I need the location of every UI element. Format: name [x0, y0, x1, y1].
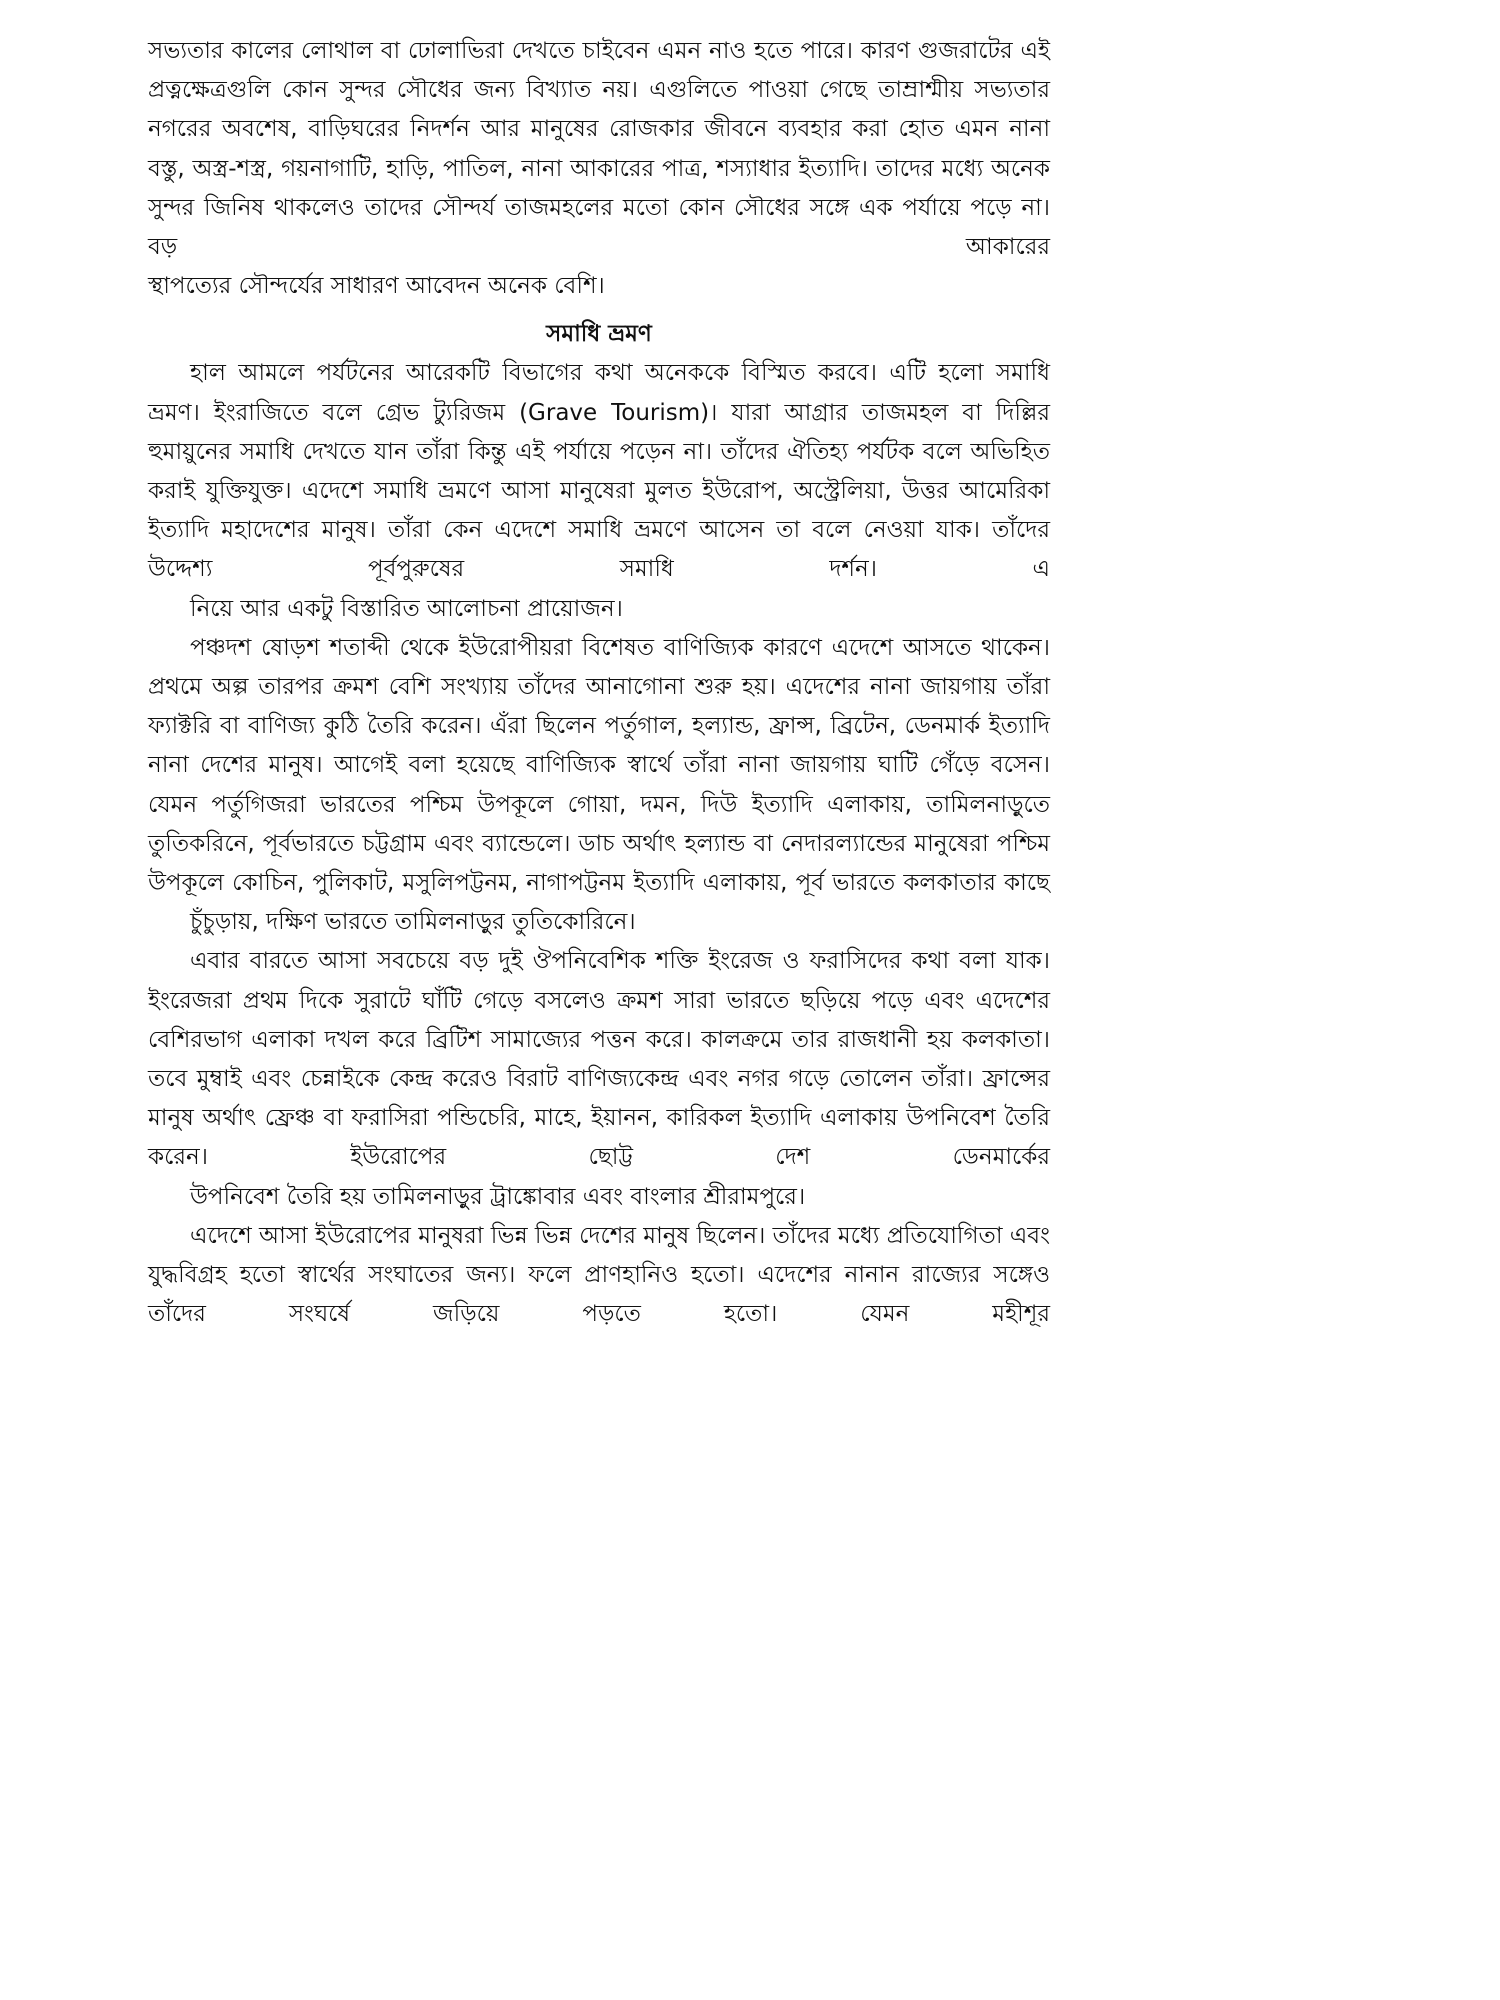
paragraph-text: এবার বারতে আসা সবচেয়ে বড় দুই ঔপনিবেশিক শক্তি ইংরেজ ও ফরাসিদের কথা বলা যাক। ইংরেজরা প্রথম দিকে সুরাটে ঘাঁটি গেড়ে বসলেও ক্রমশ সারা ভারতে ছড়িয়ে পড়ে এবং এদেশের বেশিরভাগ এলাকা দখল করে ব্রিটিশ সামাজ্যের পত্তন করে। কালক্রমে তার রাজধানী হয় কলকাতা। তবে মুম্বাই এবং চেন্নাইকে কেন্দ্র করেও বিরাট বাণিজ্যকেন্দ্র এবং নগর গড়ে তোলেন তাঁরা। ফ্রান্সের মানুষ অর্থাৎ ফ্রেঞ্চ বা ফরাসিরা পন্ডিচেরি, মাহে, ইয়ানন, কারিকল ইত্যাদি এলাকায় উপনিবেশ তৈরি করেন। ইউরোপের ছোট্ট দেশ ডেনমার্কের: [148, 948, 1050, 1171]
paragraph-text: সভ্যতার কালের লোথাল বা ঢোলাভিরা দেখতে চাইবেন এমন নাও হতে পারে। কারণ গুজরাটের এই প্রত্নক্ষেত্রগুলি কোন সুন্দর সৌধের জন্য বিখ্যাত নয়। এগুলিতে পাওয়া গেছে তাম্রাশ্মীয় সভ্যতার নগরের অবশেষ, বাড়িঘরের নিদর্শন আর মানুষের রোজকার জীবনে ব্যবহার করা হোত এমন নানা বস্তু, অস্ত্র-শস্ত্র, গয়নাগাটি, হাড়ি, পাতিল, নানা আকারের পাত্র, শস্যাধার ইত্যাদি। তাদের মধ্যে অনেক সুন্দর জিনিষ থাকলেও তাদের সৌন্দর্য তাজমহলের মতো কোন সৌধের সঙ্গে এক পর্যায়ে পড়ে না। বড় আকারের: [148, 38, 1050, 261]
paragraph-text: এদেশে আসা ইউরোপের মানুষরা ভিন্ন ভিন্ন দেশের মানুষ ছিলেন। তাঁদের মধ্যে প্রতিযোগিতা এবং যুদ্ধবিগ্রহ হতো স্বার্থের সংঘাতের জন্য। ফলে প্রাণহানিও হতো। এদেশের নানান রাজ্যের সঙ্গেও তাঁদের সংঘর্ষে জড়িয়ে পড়তে হতো। যেমন মহীশূর: [148, 1222, 1050, 1328]
section-heading: সমাধি ভ্রমণ: [546, 321, 652, 348]
paragraph-english-french: [148, 942, 1050, 1216]
paragraph-last-line: নিয়ে আর একটু বিস্তারিত আলোচনা প্রায়োজন।: [190, 595, 623, 622]
paragraph-text: পঞ্চদশ ষোড়শ শতাব্দী থেকে ইউরোপীয়রা বিশেষত বাণিজ্যিক কারণে এদেশে আসতে থাকেন। প্রথমে অল্প তারপর ক্রমশ বেশি সংখ্যায় তাঁদের আনাগোনা শুরু হয়। এদেশের নানা জায়গায় তাঁরা ফ্যাক্টরি বা বাণিজ্য কুঠি তৈরি করেন। এঁরা ছিলেন পর্তুগাল, হল্যান্ড, ফ্রান্স, ব্রিটেন, ডেনমার্ক ইত্যাদি নানা দেশের মানুষ। আগেই বলা হয়েছে বাণিজ্যিক স্বার্থে তাঁরা নানা জায়গায় ঘাটি গেঁড়ে বসেন। যেমন পর্তুগিজরা ভারতের পশ্চিম উপকূলে গোয়া, দমন, দিউ ইত্যাদি এলাকায়, তামিলনাড়ুতে তুতিকরিনে, পূর্বভারতে চট্টগ্রাম এবং ব্যান্ডেলে। ডাচ অর্থাৎ হল্যান্ড বা নেদারল্যান্ডের মানুষেরা পশ্চিম উপকূলে কোচিন, পুলিকাট, মসুলিপট্টনম, নাগাপট্টনম ইত্যাদি এলাকায়, পূর্ব ভারতে কলকাতার কাছে: [148, 634, 1050, 897]
paragraph-last-line: চুঁচুড়ায়, দক্ষিণ ভারতে তামিলনাড়ুর তুতিকোরিনে।: [190, 909, 636, 936]
paragraph-text: হাল আমলে পর্যটনের আরেকটি বিভাগের কথা অনেককে বিস্মিত করবে। এটি হলো সমাধি ভ্রমণ। ইংরাজিতে বলে গ্রেভ ট্যুরিজম (Grave Tourism)। যারা আগ্রার তাজমহল বা দিল্লির হুমায়ুনের সমাধি দেখতে যান তাঁরা কিন্তু এই পর্যায়ে পড়েন না। তাঁদের ঐতিহ্য পর্যটক বলে অভিহিত করাই যুক্তিযুক্ত। এদেশে সমাধি ভ্রমণে আসা মানুষেরা মুলত ইউরোপ, অস্ট্রেলিয়া, উত্তর আমেরিকা ইত্যাদি মহাদেশের মানুষ। তাঁরা কেন এদেশে সমাধি ভ্রমণে আসেন তা বলে নেওয়া যাক। তাঁদের উদ্দেশ্য পূর্বপুরুষের সমাধি দর্শন। এ: [148, 360, 1050, 583]
paragraph-last-line: স্থাপত্যের সৌন্দর্যের সাধারণ আবেদন অনেক বেশি।: [148, 273, 605, 300]
paragraph-europeans: [148, 629, 1050, 943]
paragraph-grave-tourism: [148, 354, 1050, 628]
paragraph-last-line: উপনিবেশ তৈরি হয় তামিলনাড়ুর ট্রাঙ্কোবার এবং বাংলার শ্রীরামপুরে।: [190, 1183, 806, 1210]
paragraph-conflicts: [148, 1217, 1050, 1335]
paragraph-lothal: [148, 32, 1050, 306]
